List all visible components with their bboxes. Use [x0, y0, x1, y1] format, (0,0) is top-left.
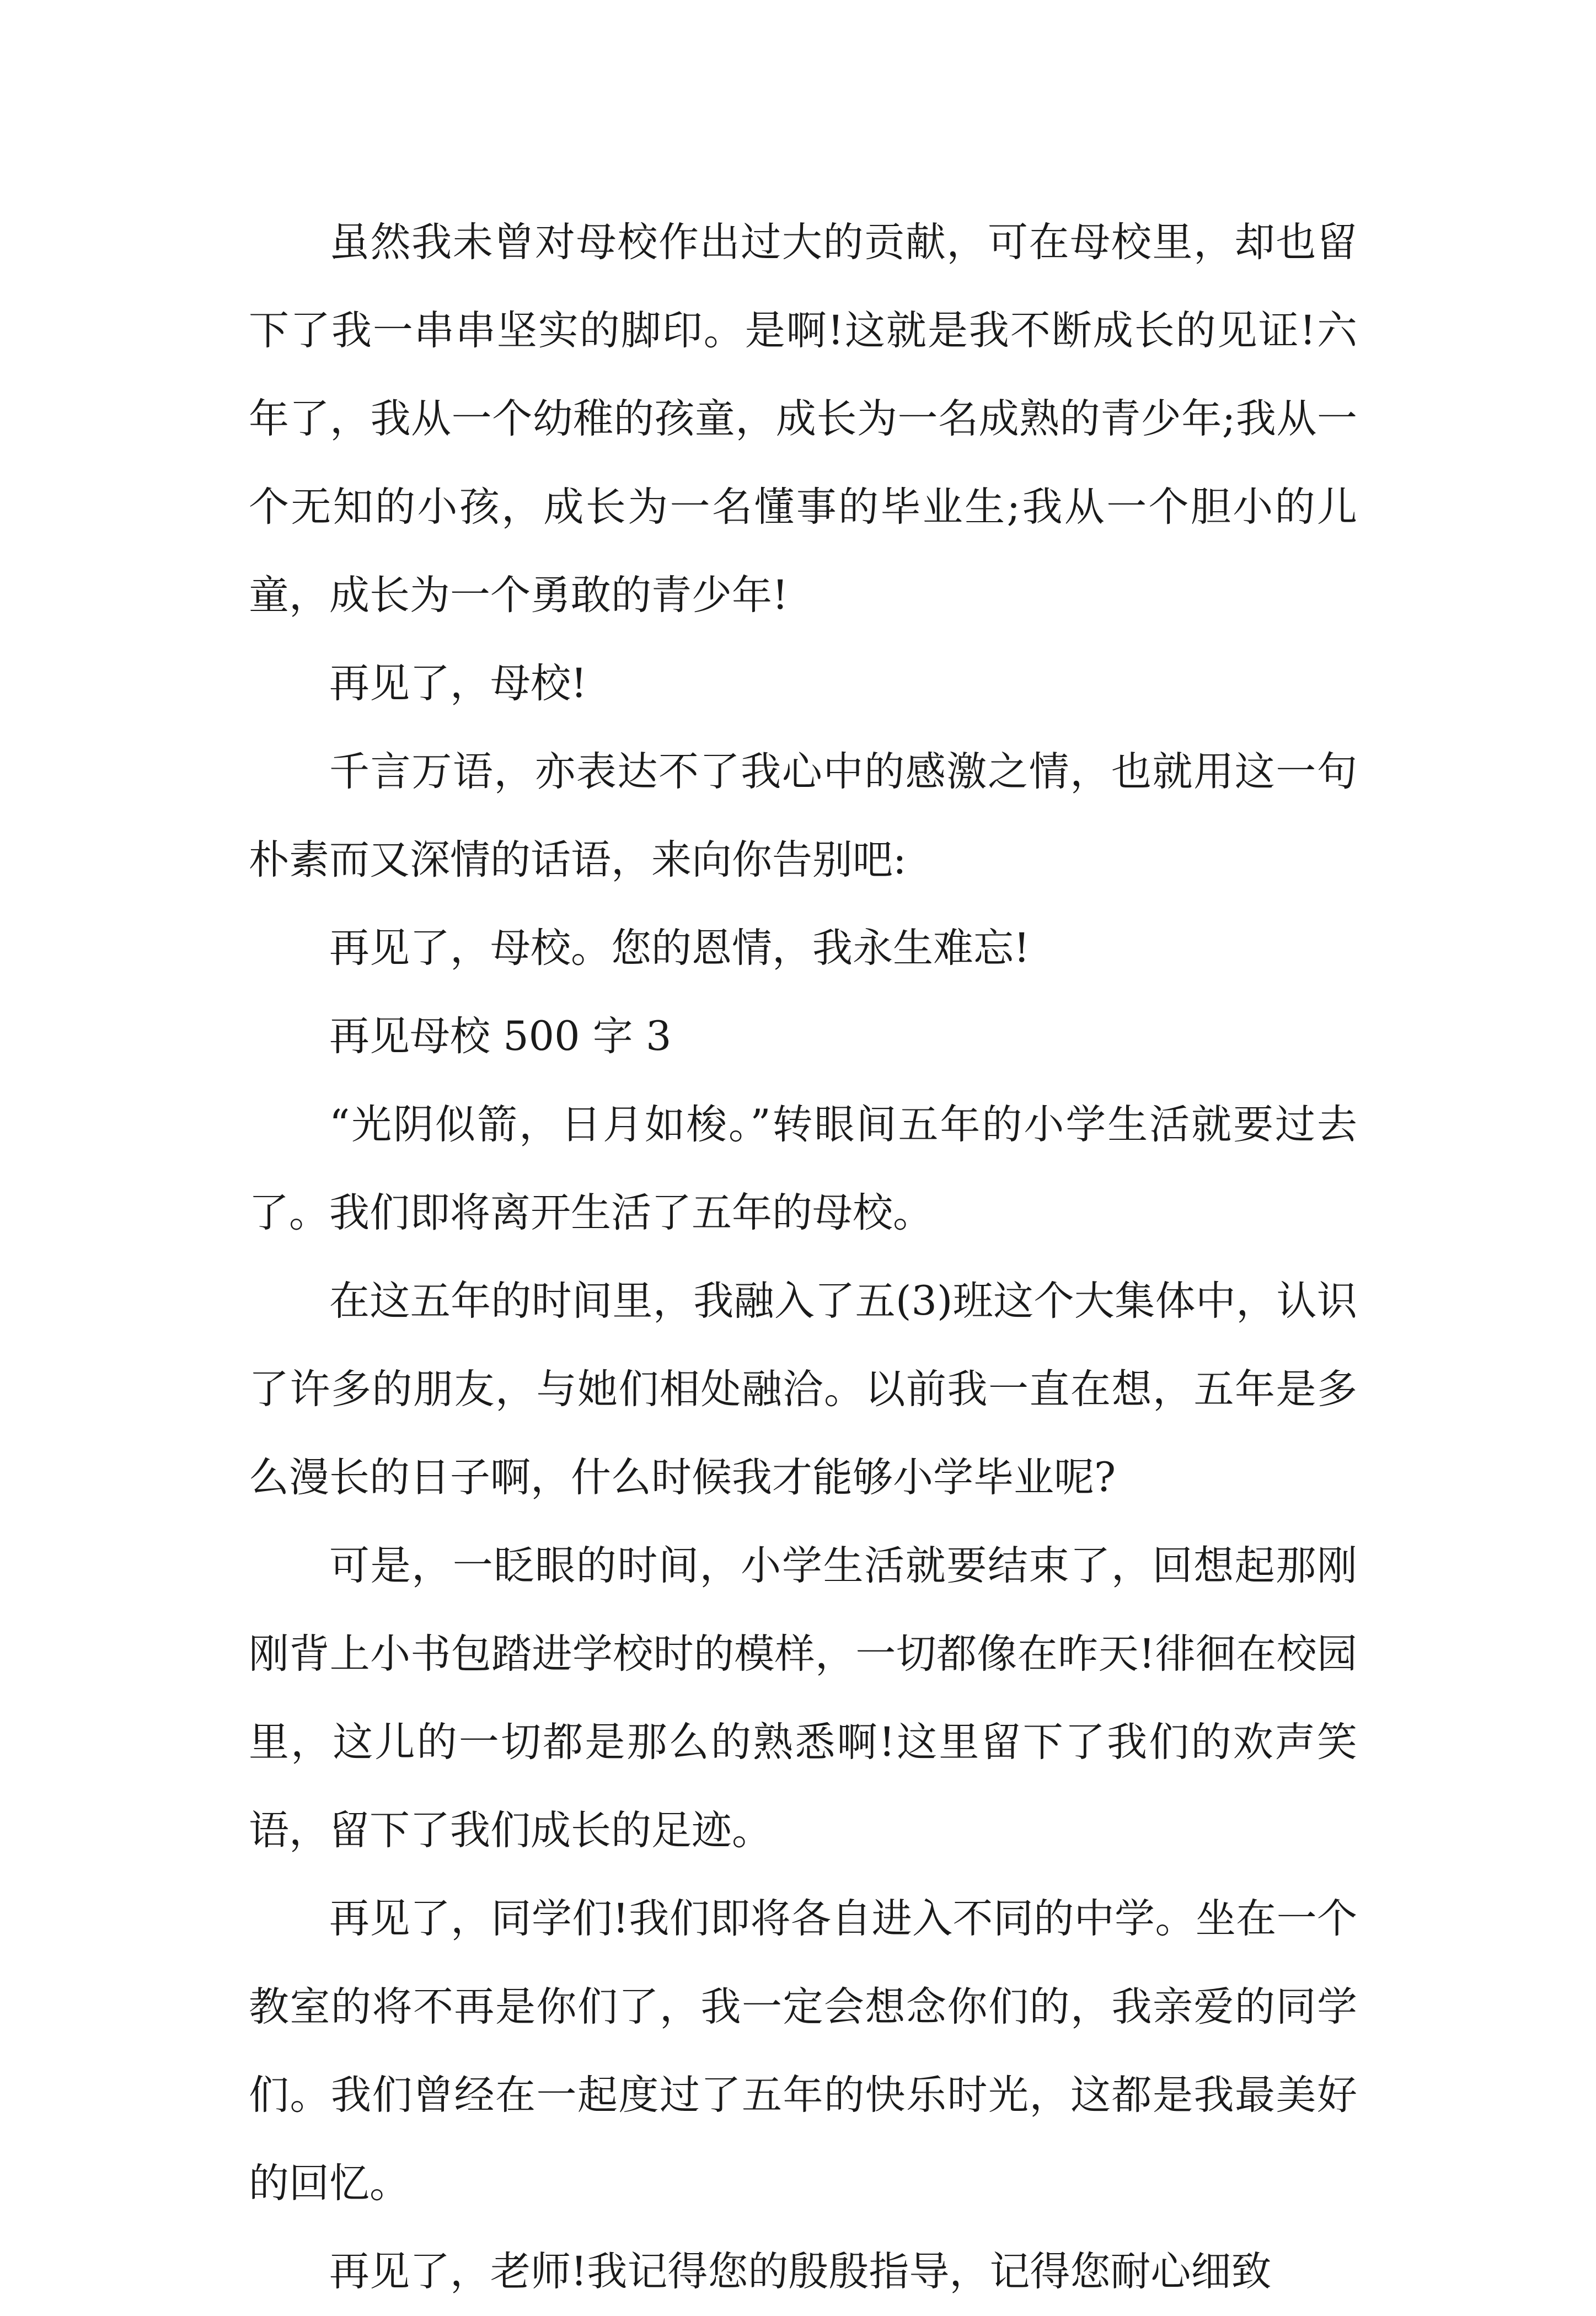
paragraph-classmates: 再见了，同学们!我们即将各自进入不同的中学。坐在一个教室的将不再是你们了，我一定会想念你们的，我亲爱的同学们。我们曾经在一起度过了五年的快乐时光，这都是我最美好的回忆。	[249, 1895, 1357, 2207]
document-body	[249, 199, 1357, 2316]
paragraph-time-flies: “光阴似箭，日月如梭。”转眼间五年的小学生活就要过去了。我们即将离开生活了五年的母校。	[249, 1101, 1357, 1236]
paragraph-never-forget: 再见了，母校。您的恩情，我永生难忘!	[329, 925, 1030, 972]
section-title: 再见母校 500 字 3	[329, 1013, 672, 1060]
paragraph-footprints: 虽然我未曾对母校作出过大的贡献，可在母校里，却也留下了我一串串坚实的脚印。是啊!这就是我不断成长的见证!六年了，我从一个幼稚的孩童，成长为一名成熟的青少年;我从一个无知的小孩，成长为一名懂事的毕业生;我从一个胆小的儿童，成长为一个勇敢的青少年!	[249, 219, 1357, 619]
paragraph-gratitude: 千言万语，亦表达不了我心中的感激之情，也就用这一句朴素而又深情的话语，来向你告别吧:	[249, 748, 1357, 883]
paragraph-memories: 可是，一眨眼的时间，小学生活就要结束了，回想起那刚刚背上小书包踏进学校时的模样，一切都像在昨天!徘徊在校园里，这儿的一切都是那么的熟悉啊!这里留下了我们的欢声笑语，留下了我们成长的足迹。	[249, 1542, 1357, 1854]
paragraph-five-years: 在这五年的时间里，我融入了五(3)班这个大集体中，认识了许多的朋友，与她们相处融洽。以前我一直在想，五年是多么漫长的日子啊，什么时候我才能够小学毕业呢?	[249, 1278, 1357, 1501]
paragraph-farewell-school: 再见了，母校!	[329, 660, 587, 707]
paragraph-teacher: 再见了，老师!我记得您的殷殷指导，记得您耐心细致	[329, 2248, 1272, 2295]
